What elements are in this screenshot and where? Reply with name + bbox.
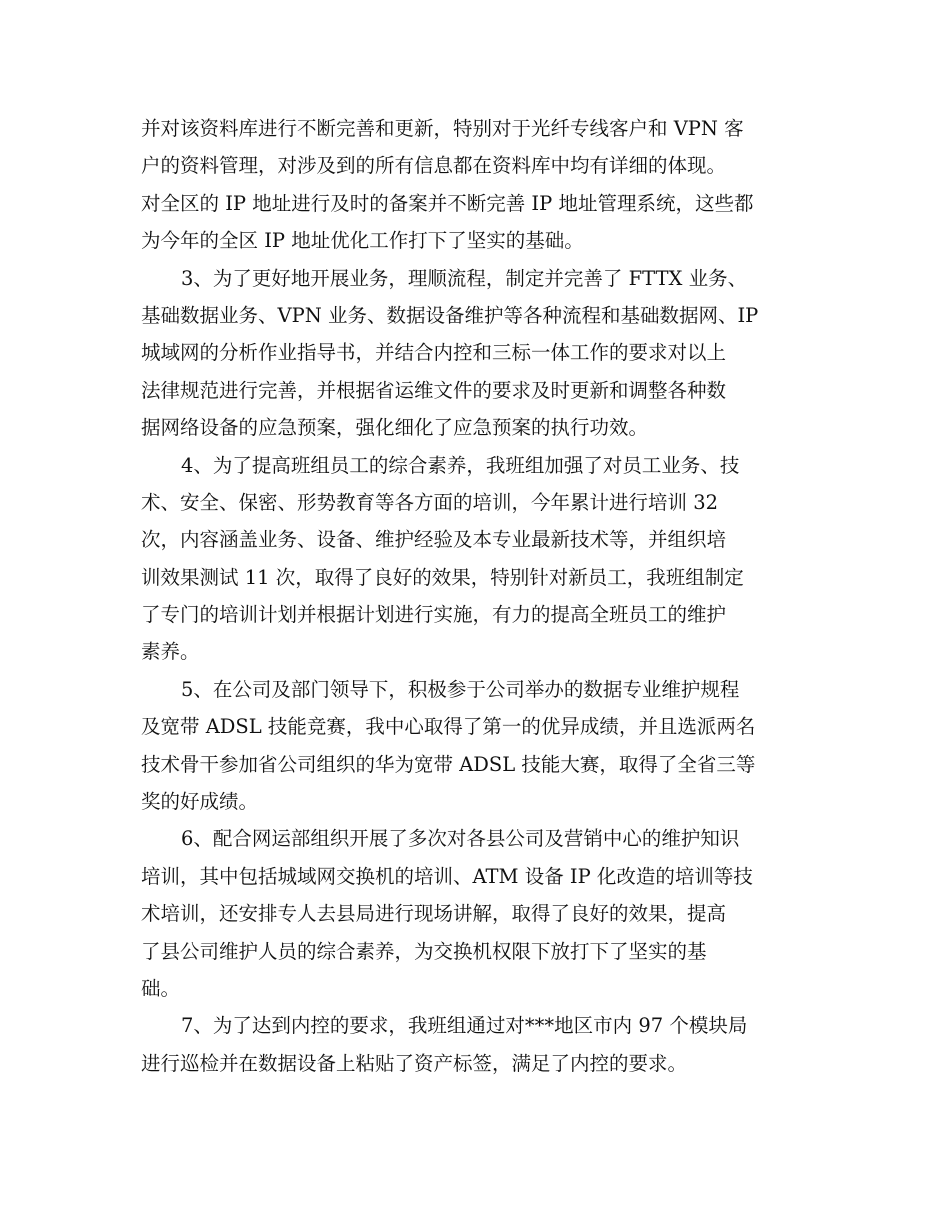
paragraph bbox=[141, 260, 813, 447]
text-line: 了县公司维护人员的综合素养，为交换机权限下放打下了坚实的基 bbox=[141, 939, 707, 963]
text-line: 5、在公司及部门领导下，积极参于公司举办的数据专业维护规程 bbox=[181, 677, 740, 701]
text-line: 基础数据业务、VPN 业务、数据设备维护等各种流程和基础数据网、IP bbox=[141, 303, 759, 327]
document-body bbox=[141, 110, 813, 1082]
paragraph bbox=[141, 447, 813, 671]
text-line: 奖的好成绩。 bbox=[141, 790, 259, 814]
text-line: 进行巡检并在数据设备上粘贴了资产标签，满足了内控的要求。 bbox=[141, 1051, 688, 1075]
paragraph bbox=[141, 820, 813, 1007]
text-line: 6、配合网运部组织开展了多次对各县公司及营销中心的维护知识 bbox=[181, 827, 740, 851]
text-line: 技术骨干参加省公司组织的华为宽带 ADSL 技能大赛，取得了全省三等 bbox=[141, 752, 756, 776]
text-line: 素养。 bbox=[141, 640, 200, 664]
text-line: 了专门的培训计划并根据计划进行实施，有力的提高全班员工的维护 bbox=[141, 603, 727, 627]
text-line: 7、为了达到内控的要求，我班组通过对***地区市内 97 个模块局 bbox=[181, 1014, 748, 1038]
text-line: 4、为了提高班组员工的综合素养，我班组加强了对员工业务、技 bbox=[181, 453, 740, 477]
paragraph bbox=[141, 671, 813, 821]
text-line: 培训，其中包括城域网交换机的培训、ATM 设备 IP 化改造的培训等技 bbox=[141, 864, 753, 888]
paragraph bbox=[141, 1007, 813, 1082]
text-line: 对全区的 IP 地址进行及时的备案并不断完善 IP 地址管理系统，这些都 bbox=[141, 191, 754, 215]
text-line: 据网络设备的应急预案，强化细化了应急预案的执行功效。 bbox=[141, 416, 649, 440]
text-line: 并对该资料库进行不断完善和更新，特别对于光纤专线客户和 VPN 客 bbox=[141, 117, 744, 140]
text-line: 3、为了更好地开展业务，理顺流程，制定并完善了 FTTX 业务、 bbox=[181, 266, 748, 290]
text-line: 术培训，还安排专人去县局进行现场讲解，取得了良好的效果，提高 bbox=[141, 902, 727, 926]
text-line: 法律规范进行完善，并根据省运维文件的要求及时更新和调整各种数 bbox=[141, 378, 727, 402]
text-line: 术、安全、保密、形势教育等各方面的培训，今年累计进行培训 32 bbox=[141, 490, 719, 514]
text-line: 及宽带 ADSL 技能竞赛，我中心取得了第一的优异成绩，并且选派两名 bbox=[141, 715, 756, 739]
text-line: 户的资料管理，对涉及到的所有信息都在资料库中均有详细的体现。 bbox=[141, 154, 727, 178]
text-line: 次，内容涵盖业务、设备、维护经验及本专业最新技术等，并组织培 bbox=[141, 528, 727, 552]
paragraph bbox=[141, 110, 813, 260]
text-line: 为今年的全区 IP 地址优化工作打下了坚实的基础。 bbox=[141, 229, 584, 253]
text-line: 城域网的分析作业指导书，并结合内控和三标一体工作的要求对以上 bbox=[141, 341, 727, 365]
text-line: 训效果测试 11 次，取得了良好的效果，特别针对新员工，我班组制定 bbox=[141, 565, 744, 589]
text-line: 础。 bbox=[141, 976, 181, 1000]
